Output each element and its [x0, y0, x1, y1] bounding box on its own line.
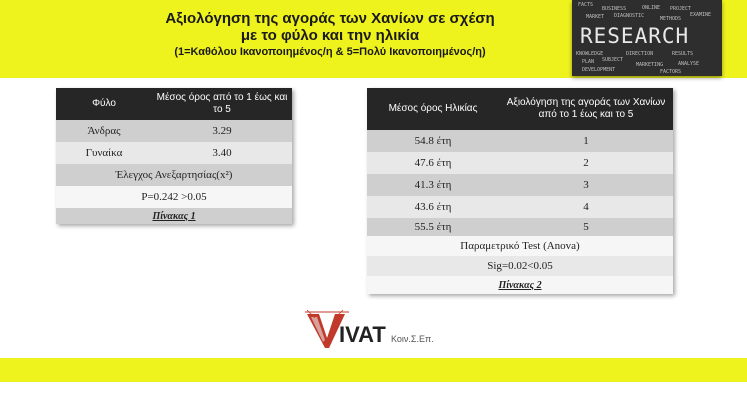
research-word: EXAMINE	[690, 12, 712, 18]
research-word: RESULTS	[672, 51, 694, 57]
research-word: MARKETING	[636, 62, 664, 68]
bottom-banner	[0, 358, 747, 382]
table-row	[367, 130, 673, 152]
research-word: BUSINESS	[602, 6, 627, 12]
research-word-big: RESEARCH	[580, 24, 690, 48]
age-header: Μέσος όρος Ηλικίας	[367, 88, 499, 130]
test-result: Sig=0.02<0.05	[367, 256, 673, 276]
research-word: PLAN	[582, 59, 595, 65]
page-title	[80, 10, 580, 60]
logo-text: IVAT	[339, 322, 386, 347]
research-word: SUBJECT	[602, 57, 624, 63]
table-row	[367, 218, 673, 236]
mean-cell: 3.29	[152, 120, 292, 142]
age-cell: 54.8 έτη	[367, 130, 499, 152]
test-result: P=0.242 >0.05	[56, 186, 292, 208]
research-word: ANALYSE	[678, 61, 700, 67]
vivat-logo	[305, 308, 465, 350]
age-cell: 43.6 έτη	[367, 196, 499, 218]
table-caption: Πίνακας 2	[367, 276, 673, 294]
age-cell: 41.3 έτη	[367, 174, 499, 196]
table-caption: Πίνακας 1	[56, 208, 292, 224]
table-row	[367, 152, 673, 174]
research-word: KNOWLEDGE	[576, 51, 604, 57]
research-image	[572, 0, 722, 76]
title-line-1: Αξιολόγηση της αγοράς των Χανίων σε σχέση	[165, 10, 495, 27]
gender-cell: Άνδρας	[56, 120, 152, 142]
research-word: MARKET	[586, 14, 605, 20]
research-word: DIAGNOSTIC	[614, 13, 645, 19]
research-word: FACTORS	[660, 69, 682, 75]
age-cell: 55.5 έτη	[367, 218, 499, 236]
title-line-2: με το φύλο και την ηλικία	[240, 27, 420, 44]
gender-table	[56, 88, 292, 224]
research-word: METHODS	[660, 16, 682, 22]
research-word: PROJECT	[670, 6, 692, 12]
research-word: ONLINE	[642, 5, 661, 11]
table-row	[56, 120, 292, 142]
table-row	[367, 196, 673, 218]
rating-cell: 2	[499, 152, 673, 174]
rating-cell: 3	[499, 174, 673, 196]
gender-header: Φύλο	[56, 88, 152, 120]
table-row	[367, 174, 673, 196]
mean-header: Μέσος όρος από το 1 έως και το 5	[152, 88, 292, 120]
mean-cell: 3.40	[152, 142, 292, 164]
research-word: DIRECTION	[626, 51, 654, 57]
logo-suffix: Κοιν.Σ.Επ.	[391, 334, 434, 344]
age-table	[367, 88, 673, 294]
title-subtitle: (1=Καθόλου Ικανοποιημένος/η & 5=Πολύ Ικανοποιημένος/η)	[174, 46, 486, 58]
test-label: Παραμετρικό Test (Anova)	[367, 236, 673, 256]
research-word: DEVELOPMENT	[582, 67, 616, 73]
rating-cell: 1	[499, 130, 673, 152]
test-label: Έλεγχος Ανεξαρτησίας(x²)	[56, 164, 292, 186]
table-row	[56, 142, 292, 164]
rating-header: Αξιολόγηση της αγοράς των Χανίων από το 1 έως και το 5	[499, 88, 673, 130]
age-cell: 47.6 έτη	[367, 152, 499, 174]
rating-cell: 4	[499, 196, 673, 218]
rating-cell: 5	[499, 218, 673, 236]
research-word: FACTS	[578, 2, 594, 8]
gender-cell: Γυναίκα	[56, 142, 152, 164]
